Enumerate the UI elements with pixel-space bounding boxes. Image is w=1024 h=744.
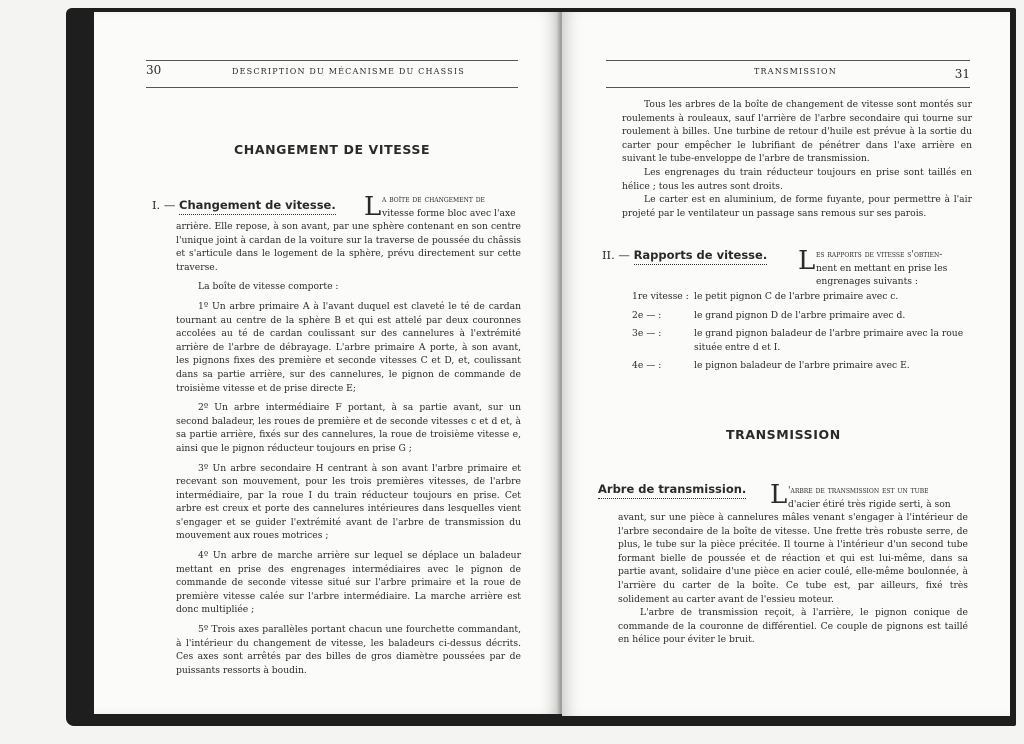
- ratio-label: 2e — :: [632, 309, 662, 321]
- right-running-title: TRANSMISSION: [754, 67, 837, 76]
- left-first-line-1: a boîte de changement de: [382, 194, 485, 205]
- ratio-label: 3e — :: [632, 328, 662, 340]
- ratio-label: 4e — :: [632, 360, 662, 372]
- left-paragraph: 4º Un arbre de marche arrière sur lequel se déplace un baladeur mettant en prise des engrenages intermédiaires avec le pignon de commande de seconde vitesse situé sur l'arbre primaire et la roue de première vitesse calée sur l'arbre intermédiaire. La marche arrière est donc multipliée ;: [176, 550, 521, 616]
- left-paragraph: 2º Un arbre intermédiaire F portant, à sa partie avant, sur un second baladeur, les roues de première et de seconde vitesses c et d et, à sa partie arrière, fixés sur des cannelures, la roue de troisième vitesse e, ainsi que le pignon réducteur toujours en prise G ;: [176, 402, 521, 454]
- transmission-first-lines: [788, 484, 966, 511]
- ratio-text: le grand pignon baladeur de l'arbre primaire avec la roue située entre d et I.: [694, 328, 964, 353]
- right-page-number: 31: [954, 67, 970, 81]
- transmission-subsection-title: Arbre de transmission.: [598, 482, 746, 499]
- transmission-first-line-1: 'arbre de transmission est un tube: [788, 485, 929, 496]
- right-intro: [622, 98, 972, 220]
- left-body: [176, 220, 521, 677]
- right-subsection-title: Rapports de vitesse.: [634, 248, 768, 265]
- transmission-subsection-heading: [598, 482, 746, 496]
- ratio-item: [632, 290, 972, 304]
- left-page: [94, 12, 560, 714]
- left-running-title: DESCRIPTION DU MÉCANISME DU CHASSIS: [232, 67, 465, 76]
- right-first-line-2: nent en mettant en prise les: [816, 262, 948, 274]
- left-subsection-heading: [152, 198, 336, 212]
- right-subsection-heading: [602, 248, 767, 262]
- ratio-item: [632, 359, 972, 373]
- ratio-item: [632, 309, 972, 323]
- left-paragraph: 1º Un arbre primaire A à l'avant duquel est claveté le té de cardan tournant au centre de la sphère B et qui est attelé par deux couronnes accolées au té de cardan coulissant sur des cannelures à l'extrémité arrière de l'arbre de débrayage. L'arbre primaire A porte, à son avant, les pignons fixes des première et seconde vitesses C et D, et, coulissant dans sa partie arrière, sur des cannelures, le pignon de commande de troisième vitesse et de prise directe E;: [176, 300, 521, 394]
- left-paragraph: 5º Trois axes parallèles portant chacun une fourchette commandant, à l'intérieur du changement de vitesse, les baladeurs ci-dessus décrits. Ces axes sont arrêtés par des billes de gros diamètre poussées par de puissants ressorts à boudin.: [176, 624, 521, 676]
- left-subsection-first-lines: [382, 193, 518, 220]
- right-section-title: TRANSMISSION: [726, 427, 841, 442]
- right-drop-cap: L: [798, 246, 816, 276]
- left-drop-cap: L: [364, 192, 382, 222]
- ratio-item: [632, 327, 972, 354]
- ratio-label: 1re vitesse :: [632, 291, 689, 302]
- right-subsection-numeral: II. —: [602, 248, 630, 262]
- right-subsection-rest: engrenages suivants :: [816, 276, 918, 288]
- right-intro-paragraph: Les engrenages du train réducteur toujours en prise sont taillés en hélice ; tous les autres sont droits.: [622, 166, 972, 192]
- right-page: [562, 12, 1010, 716]
- transmission-drop-cap: L: [770, 480, 788, 510]
- transmission-body: [618, 511, 968, 647]
- left-paragraph: La boîte de vitesse comporte :: [198, 281, 339, 293]
- left-running-header: [146, 60, 518, 88]
- transmission-subsection-rest: avant, sur une pièce à cannelures mâles venant s'engager à l'intérieur de l'arbre secondaire de la boîte de vitesse. Une frette très robuste serre, de plus, le tube sur la pièce précitée. Il tourne à l'intérieur d'un second tube formant bielle de poussée et de réaction et qui est lui-même, dans sa partie avant, solidaire d'une pièce en acier coulé, elle-même boulonnée, à l'arrière du carter de la boîte. Ce tube est, par ailleurs, fixé très solidement au carter avant de l'essieu moteur.: [618, 512, 968, 605]
- transmission-final-paragraph: L'arbre de transmission reçoit, à l'arrière, le pignon conique de commande de la couronne de différentiel. Ce couple de pignons est taillé en hélice pour éviter le bruit.: [618, 607, 968, 646]
- ratio-text: le grand pignon D de l'arbre primaire avec d.: [694, 309, 906, 321]
- left-subsection-rest: arrière. Elle repose, à son avant, par une sphère contenant en son centre l'unique joint à cardan de la voiture sur la traverse de poussée du châssis et s'articule dans le logement de la sphère, prévu directement sur cette traverse.: [176, 221, 521, 273]
- right-first-line-1: es rapports de vitesse s'obtien-: [816, 249, 943, 260]
- transmission-first-line-2: d'acier étiré très rigide serti, à son: [788, 498, 951, 510]
- left-subsection-numeral: I. —: [152, 198, 176, 212]
- right-running-header: [606, 60, 970, 88]
- left-page-number: 30: [146, 63, 162, 77]
- left-subsection-title: Changement de vitesse.: [179, 198, 336, 215]
- left-section-title: CHANGEMENT DE VITESSE: [234, 142, 431, 157]
- ratio-text: le pignon baladeur de l'arbre primaire avec E.: [694, 360, 910, 372]
- ratio-list: [632, 290, 972, 378]
- left-first-line-2: vitesse forme bloc avec l'axe: [382, 207, 516, 219]
- right-subsection-first-lines: [816, 248, 972, 289]
- right-intro-paragraph: Le carter est en aluminium, de forme fuyante, pour permettre à l'air projeté par le ventilateur un passage sans remous sur ses parois.: [622, 194, 972, 219]
- ratio-text: le petit pignon C de l'arbre primaire avec c.: [694, 291, 899, 302]
- left-paragraph: 3º Un arbre secondaire H centrant à son avant l'arbre primaire et recevant son mouvement, pour les trois premières vitesses, de l'arbre intermédiaire, par la roue I du train réducteur toujours en prise. Cet arbre est creux et porte des cannelures intérieures dans lesquelles vient s'engager et se guider l'extrémité avant de l'arbre de transmission du mouvement aux roues motrices ;: [176, 462, 521, 542]
- right-intro-paragraph: Tous les arbres de la boîte de changement de vitesse sont montés sur roulements à rouleaux, sauf l'arrière de l'arbre secondaire qui tourne sur roulement à billes. Une turbine de retour d'huile est prévue à la sortie du carter pour empêcher le lubrifiant de pénétrer dans l'axe arrière en suivant le tube-enveloppe de l'arbre de transmission.: [622, 99, 972, 165]
